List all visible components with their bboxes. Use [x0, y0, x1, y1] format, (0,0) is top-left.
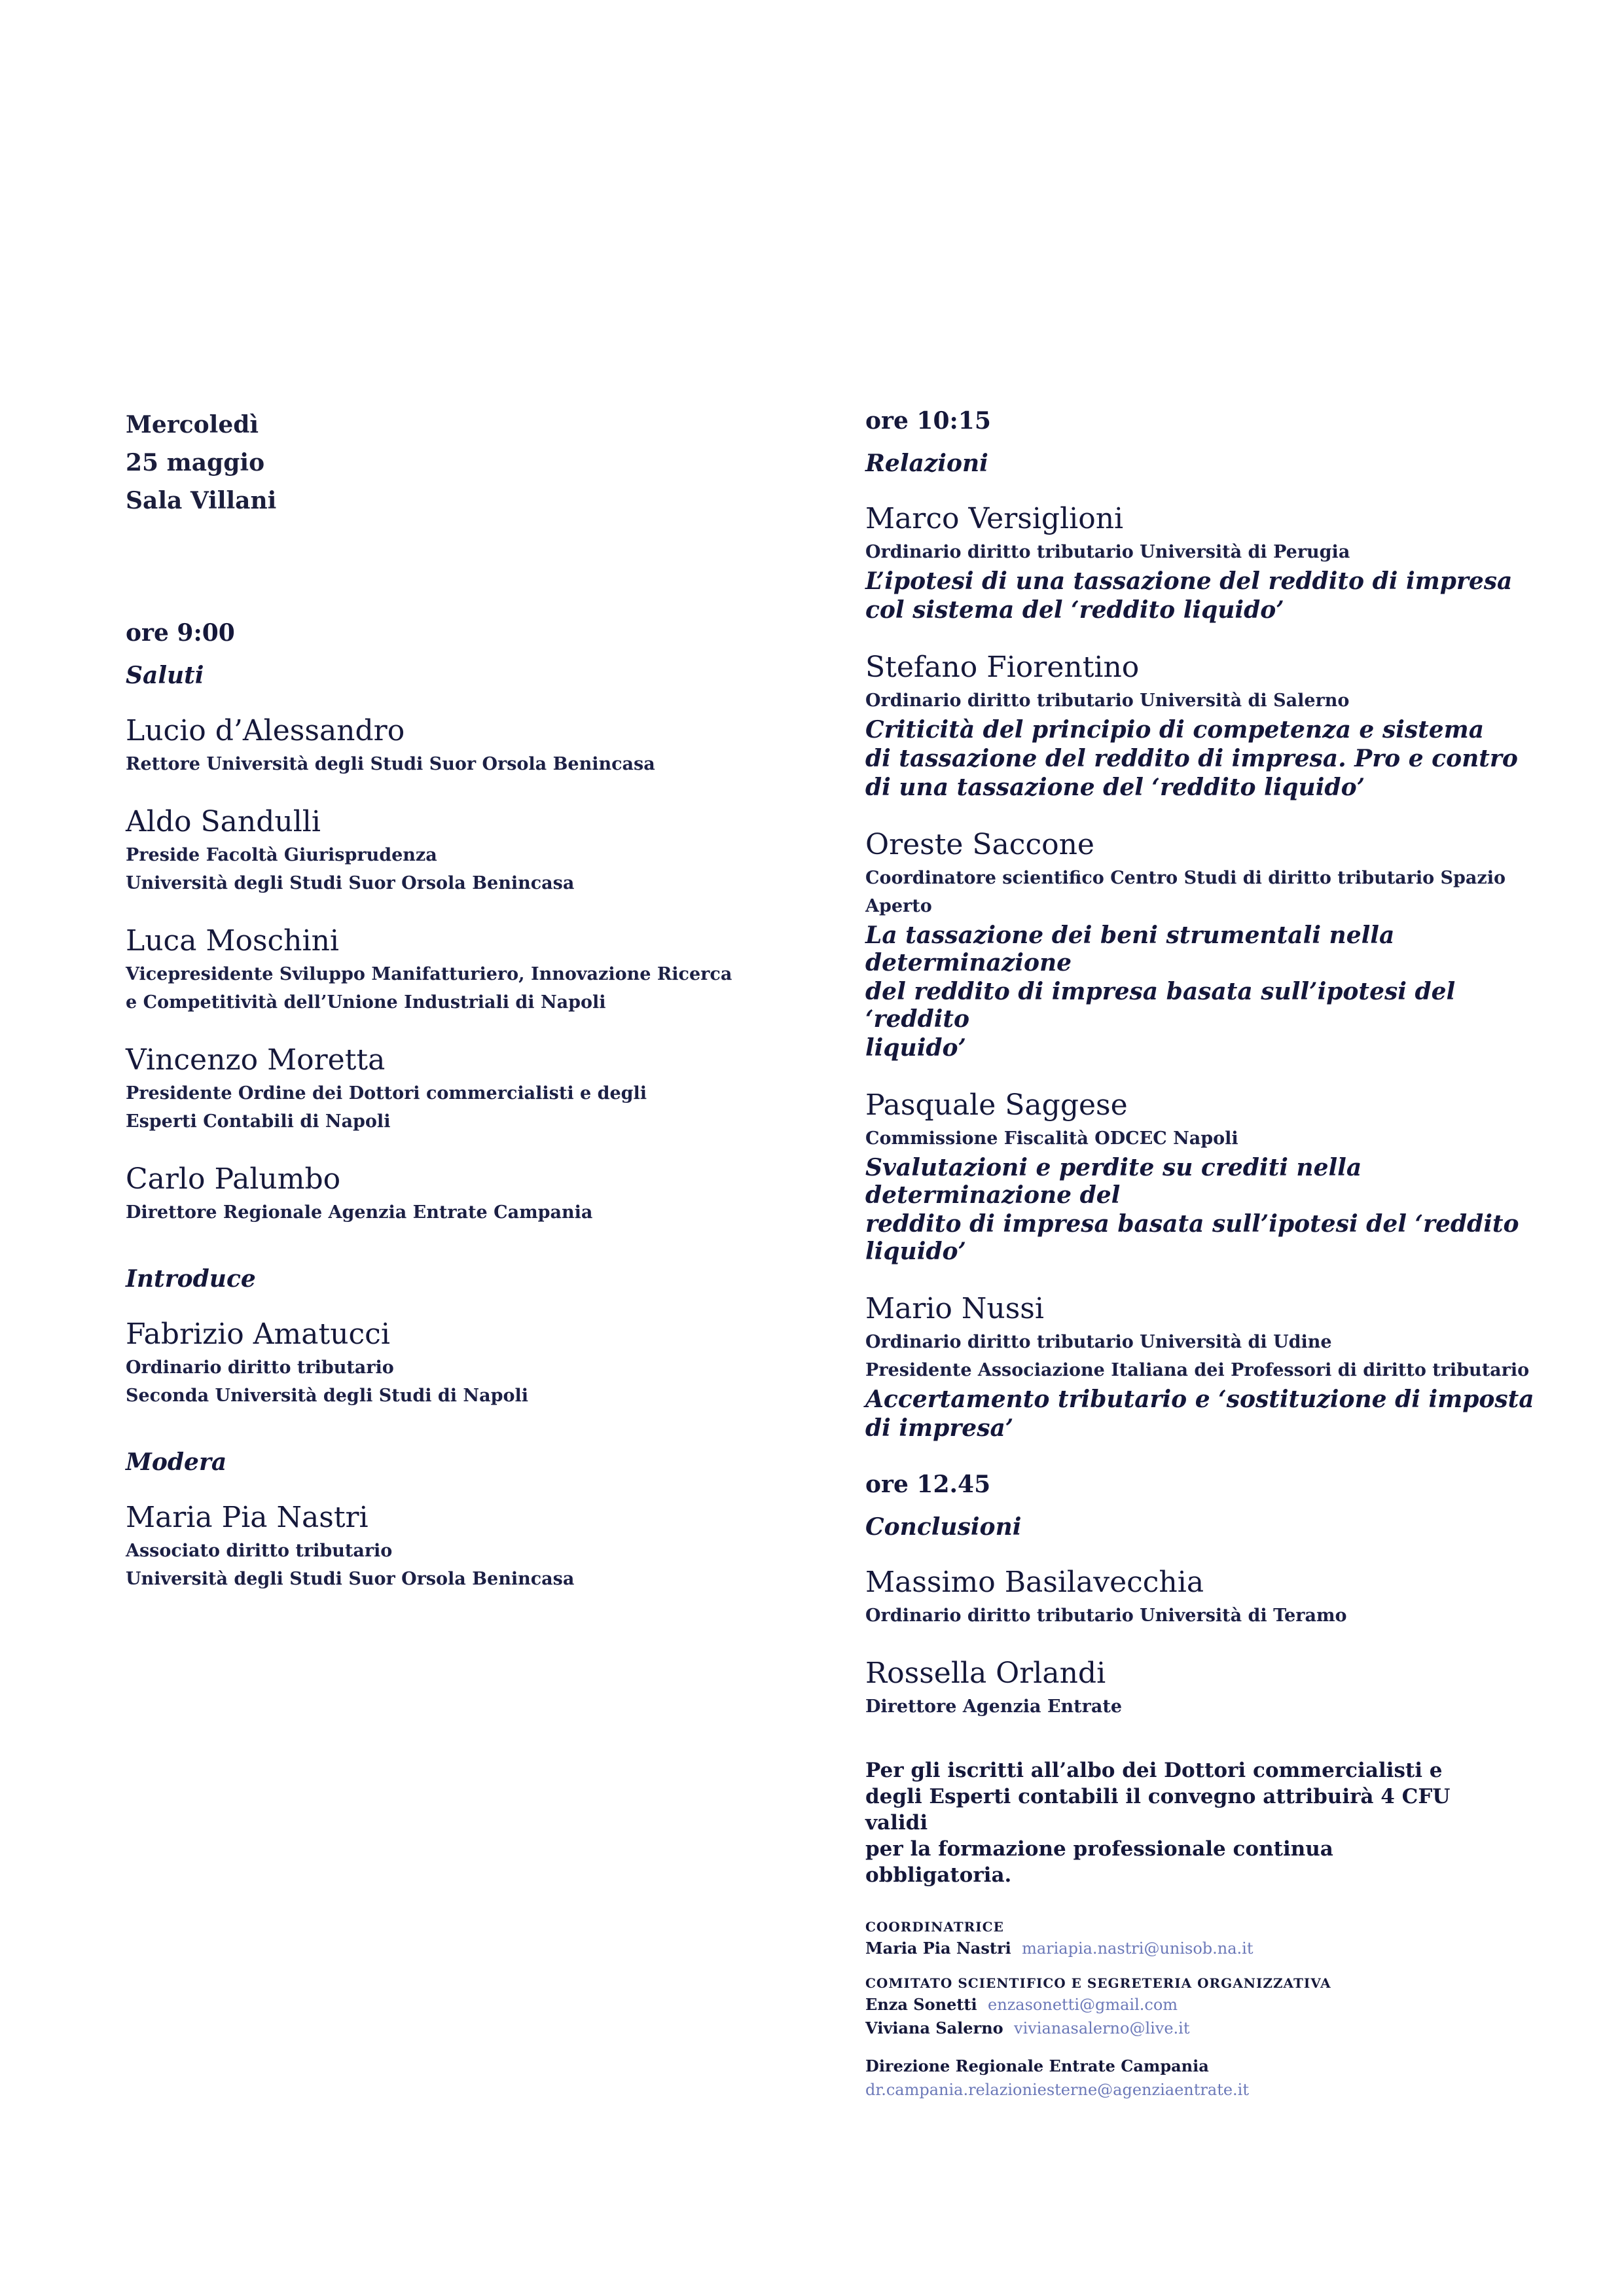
speaker-block — [865, 1564, 1553, 1630]
section-heading-introduce: Introduce — [126, 1265, 256, 1293]
speaker-name: Marco Versiglioni — [865, 502, 1124, 535]
speaker-name: Rossella Orlandi — [865, 1657, 1106, 1690]
coordinatrice-label: COORDINATRICE — [865, 1919, 1004, 1935]
speaker-name: Pasquale Saggese — [865, 1088, 1128, 1122]
contact-name: Viviana Salerno — [865, 2018, 1003, 2037]
speaker-role: Ordinario diritto tributario Università di Teramo — [865, 1605, 1347, 1626]
speaker-name: Lucio d’Alessandro — [126, 714, 405, 747]
speaker-role: Associato diritto tributario — [126, 1541, 393, 1561]
cfu-line: per la formazione professionale continua obbligatoria. — [865, 1837, 1333, 1887]
talk-title-line: col sistema del ‘reddito liquido’ — [865, 596, 1284, 624]
speaker-role: Seconda Università degli Studi di Napoli — [126, 1386, 528, 1406]
speaker-block — [865, 1655, 1553, 1721]
session-time-relazioni: ore 10:15 — [865, 407, 991, 435]
speaker-role: Preside Facoltà Giurisprudenza — [126, 845, 437, 865]
speaker-modera — [126, 1499, 754, 1593]
direzione-name: Direzione Regionale Entrate Campania — [865, 2056, 1209, 2075]
direzione-email-link[interactable]: dr.campania.relazioniesterne@agenziaentrate.it — [865, 2081, 1249, 2099]
talk-title-line: di una tassazione del ‘reddito liquido’ — [865, 774, 1365, 801]
speaker-role: Presidente Ordine dei Dottori commercialisti e degli — [126, 1083, 647, 1103]
speaker-block — [865, 1290, 1553, 1442]
speaker-role: e Competitività dell’Unione Industriali di Napoli — [126, 992, 606, 1013]
talk-title-line: di impresa’ — [865, 1414, 1014, 1442]
session-time-conclusioni: ore 12.45 — [865, 1471, 991, 1498]
speaker-name: Massimo Basilavecchia — [865, 1566, 1204, 1599]
cfu-line: Per gli iscritti all’albo dei Dottori commercialisti e — [865, 1759, 1443, 1782]
speaker-name: Fabrizio Amatucci — [126, 1318, 390, 1351]
speaker-block — [126, 1160, 754, 1227]
speaker-name: Mario Nussi — [865, 1292, 1044, 1325]
speaker-name: Stefano Fiorentino — [865, 651, 1140, 684]
contact-row — [865, 2017, 1553, 2040]
speaker-role: Università degli Studi Suor Orsola Benincasa — [126, 873, 575, 893]
speaker-role: Ordinario diritto tributario Università di Perugia — [865, 542, 1350, 562]
speaker-name: Oreste Saccone — [865, 828, 1094, 861]
speaker-block — [126, 803, 754, 897]
speaker-name: Vincenzo Moretta — [126, 1043, 386, 1077]
contact-email-link[interactable]: enzasonetti@gmail.com — [987, 1996, 1178, 2014]
speaker-role: Ordinario diritto tributario Università di Salerno — [865, 691, 1350, 711]
speaker-role: Coordinatore scientifico Centro Studi di diritto tributario Spazio Aperto — [865, 868, 1506, 916]
talk-title-line: La tassazione dei beni strumentali nella determinazione — [865, 922, 1395, 977]
speaker-introduce — [126, 1316, 754, 1410]
section-heading-saluti: Saluti — [126, 662, 204, 689]
speaker-block — [865, 1086, 1553, 1265]
cfu-line: degli Esperti contabili il convegno attribuirà 4 CFU validi — [865, 1785, 1451, 1835]
contacts-block — [865, 1917, 1553, 2102]
relazioni-list — [865, 500, 1553, 1442]
speaker-role: Presidente Associazione Italiana dei Professori di diritto tributario — [865, 1360, 1530, 1380]
saluti-list — [126, 712, 754, 1227]
cfu-notice — [865, 1757, 1454, 1888]
session-time-morning: ore 9:00 — [126, 619, 235, 647]
section-heading-conclusioni: Conclusioni — [865, 1513, 1022, 1541]
speaker-role: Vicepresidente Sviluppo Manifatturiero, Innovazione Ricerca — [126, 964, 732, 984]
venue-date: 25 maggio — [126, 449, 265, 476]
contact-email-link[interactable]: vivianasalerno@live.it — [1014, 2019, 1190, 2037]
left-column — [126, 406, 754, 1618]
talk-title-line: reddito di impresa basata sull’ipotesi del ‘reddito liquido’ — [865, 1210, 1519, 1265]
talk-title-line: Accertamento tributario e ‘sostituzione di imposta — [865, 1386, 1534, 1413]
speaker-role: Ordinario diritto tributario Università di Udine — [865, 1332, 1332, 1352]
contact-row — [865, 1937, 1553, 1960]
right-column — [865, 404, 1553, 2102]
talk-title-line: Svalutazioni e perdite su crediti nella determinazione del — [865, 1154, 1362, 1209]
speaker-name: Luca Moschini — [126, 924, 340, 958]
contact-name: Maria Pia Nastri — [865, 1939, 1011, 1958]
speaker-block — [865, 500, 1553, 624]
talk-title-line: liquido’ — [865, 1034, 967, 1062]
speaker-role: Commissione Fiscalità ODCEC Napoli — [865, 1128, 1238, 1149]
speaker-block — [865, 649, 1553, 801]
speaker-role: Ordinario diritto tributario — [126, 1357, 394, 1378]
speaker-role: Università degli Studi Suor Orsola Benincasa — [126, 1569, 575, 1589]
speaker-role: Direttore Regionale Agenzia Entrate Campania — [126, 1202, 593, 1223]
section-heading-relazioni: Relazioni — [865, 450, 988, 477]
talk-title-line: di tassazione del reddito di impresa. Pro e contro — [865, 745, 1518, 772]
venue-day: Mercoledì — [126, 411, 259, 439]
speaker-role: Esperti Contabili di Napoli — [126, 1111, 391, 1132]
speaker-name: Carlo Palumbo — [126, 1162, 341, 1196]
comitato-label: COMITATO SCIENTIFICO E SEGRETERIA ORGANIZZATIVA — [865, 1975, 1331, 1991]
section-heading-modera: Modera — [126, 1448, 227, 1476]
speaker-block — [865, 826, 1553, 1062]
speaker-name: Aldo Sandulli — [126, 805, 321, 838]
speaker-name: Maria Pia Nastri — [126, 1501, 369, 1534]
contact-row — [865, 1993, 1553, 2017]
speaker-role: Direttore Agenzia Entrate — [865, 1696, 1123, 1717]
speaker-block — [126, 712, 754, 778]
venue-block — [126, 406, 754, 520]
talk-title-line: Criticità del principio di competenza e sistema — [865, 716, 1485, 744]
speaker-block — [126, 1041, 754, 1136]
speaker-role: Rettore Università degli Studi Suor Orsola Benincasa — [126, 754, 655, 774]
conclusioni-list — [865, 1564, 1553, 1721]
contact-email-link[interactable]: mariapia.nastri@unisob.na.it — [1022, 1939, 1254, 1958]
contact-name: Enza Sonetti — [865, 1995, 977, 2014]
talk-title-line: del reddito di impresa basata sull’ipotesi del ‘reddito — [865, 978, 1456, 1033]
talk-title-line: L’ipotesi di una tassazione del reddito di impresa — [865, 567, 1513, 595]
speaker-block — [126, 922, 754, 1016]
venue-room: Sala Villani — [126, 487, 277, 514]
